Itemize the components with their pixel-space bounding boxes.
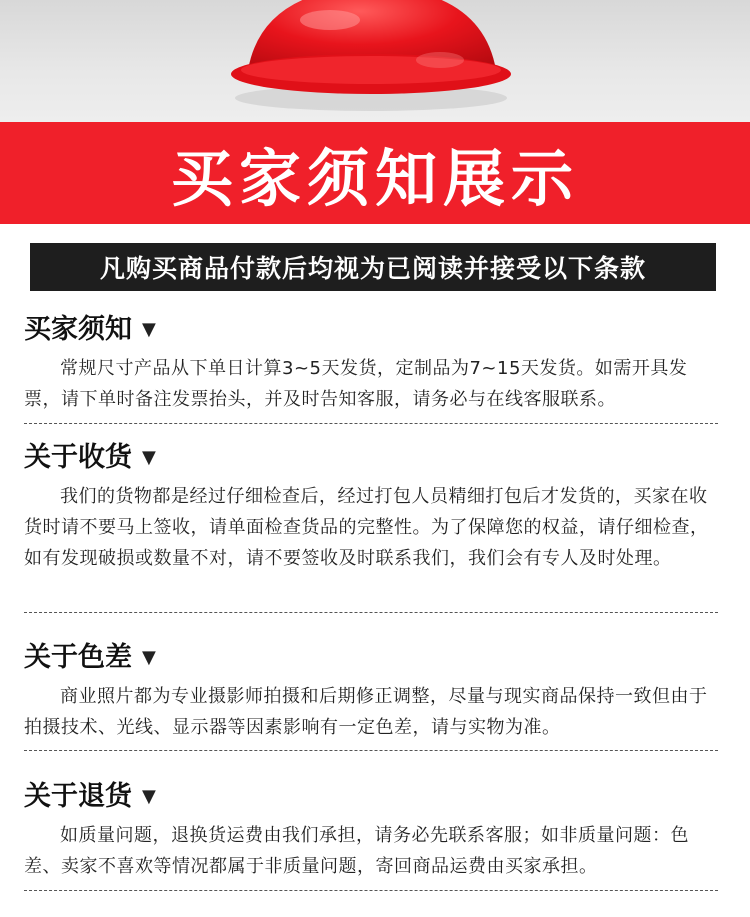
- section-body: 常规尺寸产品从下单日计算3~5天发货，定制品为7~15天发货。如需开具发票，请下单时备注发票抬头，并及时告知客服，请务必与在线客服联系。: [24, 358, 688, 410]
- section-returns: [24, 780, 724, 882]
- product-photo: [0, 0, 750, 122]
- section-body: 我们的货物都是经过仔细检查后，经过打包人员精细打包后才发货的，买家在收货时请不要马上签收，请单面检查货品的完整性。为了保障您的权益，请仔细检查，如有发现破损或数量不对，请不要签收及时联系我们，我们会有专人及时处理。: [24, 486, 709, 569]
- dashed-divider: [24, 612, 718, 613]
- red-bowl-image: [0, 0, 750, 122]
- notice-text: 凡购买商品付款后均视为已阅读并接受以下条款: [99, 254, 646, 283]
- triangle-down-icon: ▼: [142, 647, 156, 668]
- section-title-text: 关于退货: [24, 781, 132, 812]
- section-color-difference: [24, 641, 724, 743]
- dashed-divider: [24, 750, 718, 751]
- section-title: [24, 441, 724, 475]
- section-title-text: 买家须知: [24, 314, 132, 345]
- section-body: 商业照片都为专业摄影师拍摄和后期修正调整，尽量与现实商品保持一致但由于拍摄技术、光线、显示器等因素影响有一定色差，请与实物为准。: [24, 686, 708, 738]
- section-buyer-notice: [24, 313, 724, 415]
- triangle-down-icon: ▼: [142, 319, 156, 340]
- section-title-text: 关于色差: [24, 642, 132, 673]
- section-body: 如质量问题，退换货运费由我们承担，请务必先联系客服；如非质量问题：色差、卖家不喜欢等情况都属于非质量问题，寄回商品运费由买家承担。: [24, 825, 689, 877]
- banner-title: 买家须知展示: [170, 141, 579, 215]
- dashed-divider: [24, 423, 718, 424]
- section-title-text: 关于收货: [24, 442, 132, 473]
- section-title: [24, 780, 724, 814]
- notice-bar: [30, 243, 716, 291]
- triangle-down-icon: ▼: [142, 786, 156, 807]
- section-title: [24, 641, 724, 675]
- section-title: [24, 313, 724, 347]
- section-receiving: [24, 441, 724, 574]
- title-banner: [0, 122, 750, 224]
- triangle-down-icon: ▼: [142, 447, 156, 468]
- dashed-divider: [24, 890, 718, 891]
